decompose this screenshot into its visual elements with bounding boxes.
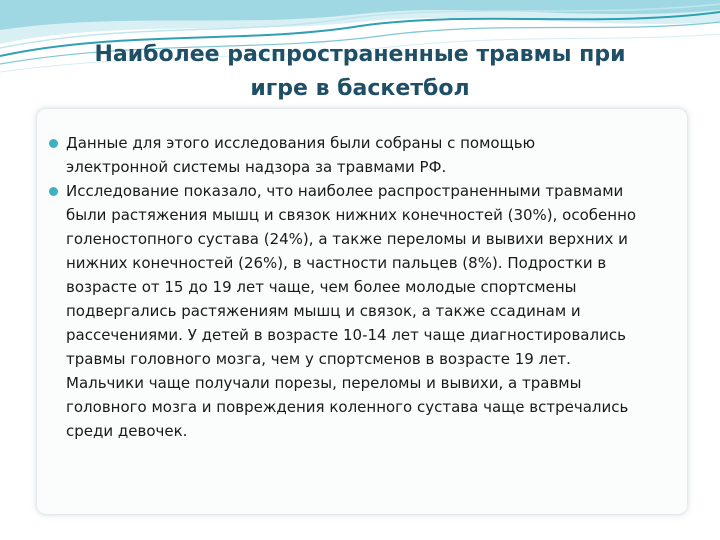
bullet-line: нижних конечностей (26%), в частности пальцев (8%). Подростки в xyxy=(66,254,607,272)
bullet-item xyxy=(46,131,666,179)
bullet-icon xyxy=(49,139,58,148)
bullet-line: рассечениями. У детей в возрасте 10-14 лет чаще диагностировались xyxy=(66,326,626,344)
bullet-icon xyxy=(49,187,58,196)
bullet-line: были растяжения мышц и связок нижних конечностей (30%), особенно xyxy=(66,206,637,224)
bullet-item xyxy=(46,179,666,443)
bullet-line: Данные для этого исследования были собраны с помощью xyxy=(66,134,536,152)
bullet-line: возрасте от 15 до 19 лет чаще, чем более молодые спортсмены xyxy=(66,278,577,296)
bullet-line: Исследование показало, что наиболее распространенными травмами xyxy=(66,182,624,200)
title-line-1: Наиболее распространенные травмы при xyxy=(94,42,626,67)
title-line-2: игре в баскетбол xyxy=(250,76,470,101)
bullet-line: подвергались растяжениям мышц и связок, а также ссадинам и xyxy=(66,302,581,320)
slide-title xyxy=(40,38,680,106)
bullet-line: голеностопного сустава (24%), а также переломы и вывихи верхних и xyxy=(66,230,628,248)
bullet-line: электронной системы надзора за травмами РФ. xyxy=(66,158,447,176)
bullet-line: среди девочек. xyxy=(66,422,188,440)
bullet-list xyxy=(46,131,666,443)
bullet-line: головного мозга и повреждения коленного сустава чаще встречались xyxy=(66,398,629,416)
bullet-line: Мальчики чаще получали порезы, переломы и вывихи, а травмы xyxy=(66,374,582,392)
bullet-line: травмы головного мозга, чем у спортсменов в возрасте 19 лет. xyxy=(66,350,571,368)
